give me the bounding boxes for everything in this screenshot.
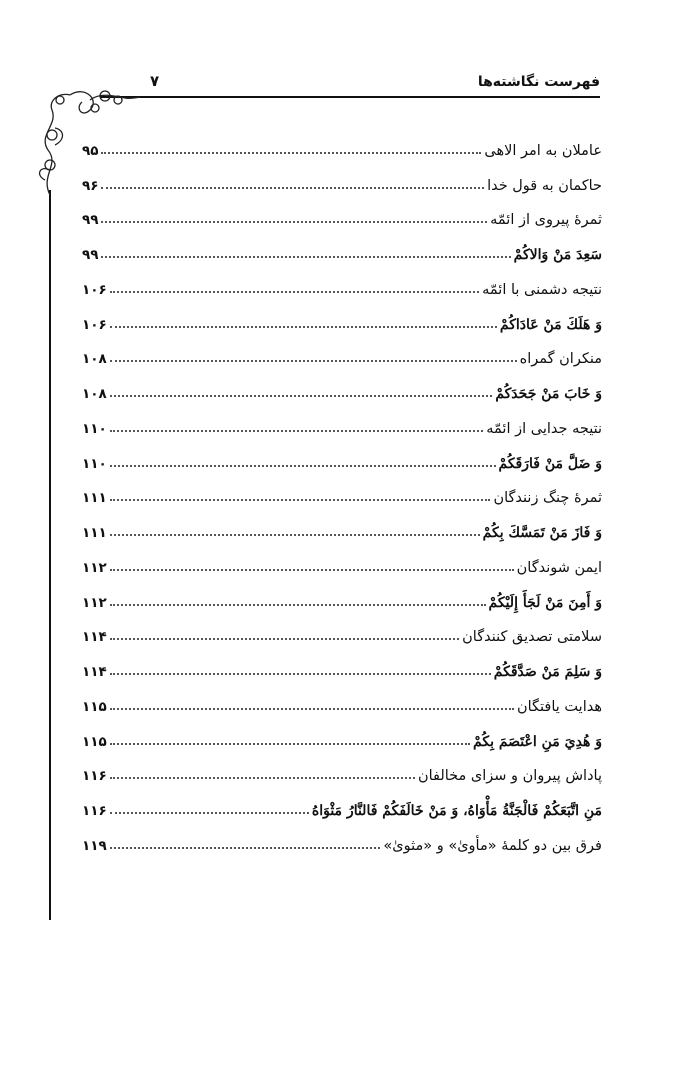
toc-entry[interactable] bbox=[82, 576, 602, 611]
toc-entry-title: ثمرهٔ چنگ زنندگان bbox=[493, 490, 602, 507]
running-title: فهرست نگاشته‌ها bbox=[477, 74, 600, 90]
dot-leader bbox=[110, 360, 517, 362]
dot-leader bbox=[110, 395, 493, 397]
running-header bbox=[100, 70, 600, 98]
dot-leader bbox=[110, 708, 514, 710]
header-rule bbox=[100, 96, 600, 98]
toc-entry[interactable] bbox=[82, 263, 602, 298]
toc-entry-page: ۹۹ bbox=[82, 212, 99, 229]
toc-entry[interactable] bbox=[82, 541, 602, 576]
dot-leader bbox=[110, 534, 480, 536]
toc-entry[interactable] bbox=[82, 819, 602, 854]
page-number: ۷ bbox=[150, 72, 160, 90]
toc-entry[interactable] bbox=[82, 680, 602, 715]
toc-entry[interactable] bbox=[82, 645, 602, 680]
toc-entry[interactable] bbox=[82, 750, 602, 785]
dot-leader bbox=[101, 221, 487, 223]
toc-entry-title: وَ أَمِنَ مَنْ لَجَأَ إِلَيْكُمْ bbox=[488, 594, 602, 611]
toc-entry-page: ۱۰۸ bbox=[82, 386, 107, 402]
toc-entry-page: ۱۱۰ bbox=[82, 420, 107, 437]
toc-entry-title: ثمرهٔ پیروی از ائمّه bbox=[490, 212, 602, 229]
dot-leader bbox=[110, 638, 459, 640]
dot-leader bbox=[110, 326, 497, 328]
toc-entry-title: وَ فَازَ مَنْ تَمَسَّكَ بِكُمْ bbox=[482, 525, 602, 541]
dot-leader bbox=[110, 812, 309, 814]
margin-line bbox=[49, 190, 51, 920]
dot-leader bbox=[101, 152, 481, 154]
toc-entry-page: ۱۱۴ bbox=[82, 664, 107, 680]
dot-leader bbox=[110, 465, 496, 467]
toc-entry[interactable] bbox=[82, 159, 602, 194]
toc-entry-title: مَنِ اتَّبَعَكُمْ فَالْجَنَّةُ مَأْوَاهُ، وَ مَنْ خَالَفَكُمْ فَالنَّارُ مَثْوَاهُ bbox=[311, 803, 602, 819]
toc-entry-page: ۱۱۵ bbox=[82, 698, 107, 715]
toc-entry[interactable] bbox=[82, 784, 602, 819]
toc-entry-title: سَعِدَ مَنْ وَالاکُمْ bbox=[513, 247, 602, 263]
toc-entry-title: نتیجه جدایی از ائمّه bbox=[486, 420, 602, 437]
toc-entry-page: ۱۱۵ bbox=[82, 733, 107, 750]
toc-entry[interactable] bbox=[82, 367, 602, 402]
toc-entry-page: ۱۱۹ bbox=[82, 837, 107, 854]
dot-leader bbox=[101, 187, 484, 189]
toc-entry-title: وَ هَلَكَ مَنْ عَادَاكُمْ bbox=[499, 316, 602, 333]
dot-leader bbox=[110, 604, 486, 606]
toc-entry-title: پاداش پیروان و سزای مخالفان bbox=[417, 768, 602, 785]
dot-leader bbox=[110, 569, 514, 571]
toc-entry[interactable] bbox=[82, 611, 602, 646]
toc-entry-title: هدایت یافتگان bbox=[516, 698, 602, 715]
toc-entry[interactable] bbox=[82, 402, 602, 437]
toc-entry-title: وَ خَابَ مَنْ جَحَدَكُمْ bbox=[495, 386, 602, 402]
toc-entry-title: حاکمان به قول خدا bbox=[487, 177, 602, 194]
toc-entry[interactable] bbox=[82, 506, 602, 541]
dot-leader bbox=[110, 847, 381, 849]
toc-entry-title: منکران گمراه bbox=[519, 351, 602, 368]
toc-entry-page: ۱۱۰ bbox=[82, 455, 107, 472]
toc-entry-page: ۱۱۶ bbox=[82, 768, 107, 785]
toc-entry[interactable] bbox=[82, 437, 602, 472]
toc-entry-page: ۱۰۸ bbox=[82, 351, 107, 368]
toc-entry[interactable] bbox=[82, 715, 602, 750]
toc-entry-title: عاملان به امر الاهی bbox=[484, 142, 602, 159]
toc-entry-title: نتیجه دشمنی با ائمّه bbox=[482, 281, 602, 298]
toc-entry[interactable] bbox=[82, 472, 602, 507]
toc-entry[interactable] bbox=[82, 194, 602, 229]
dot-leader bbox=[110, 777, 415, 779]
toc-entry-page: ۱۱۱ bbox=[82, 525, 107, 541]
toc-entry-page: ۱۰۶ bbox=[82, 281, 107, 298]
toc-entry[interactable] bbox=[82, 124, 602, 159]
dot-leader bbox=[110, 499, 491, 501]
toc-entry[interactable] bbox=[82, 298, 602, 333]
toc-entry-page: ۱۱۱ bbox=[82, 490, 107, 507]
toc-entry-title: وَ سَلِمَ مَنْ صَدَّقَكُمْ bbox=[493, 664, 602, 680]
toc-entry-page: ۱۱۲ bbox=[82, 559, 107, 576]
toc-entry-page: ۱۱۶ bbox=[82, 803, 107, 819]
table-of-contents bbox=[82, 124, 602, 854]
toc-entry-page: ۱۱۲ bbox=[82, 594, 107, 611]
dot-leader bbox=[110, 673, 491, 675]
dot-leader bbox=[110, 430, 484, 432]
toc-entry[interactable] bbox=[82, 228, 602, 263]
toc-entry-title: سلامتی تصدیق کنندگان bbox=[462, 629, 602, 646]
dot-leader bbox=[101, 256, 510, 258]
toc-entry-page: ۱۱۴ bbox=[82, 629, 107, 646]
toc-entry-page: ۹۵ bbox=[82, 142, 99, 159]
toc-entry-page: ۹۶ bbox=[82, 177, 99, 194]
dot-leader bbox=[110, 291, 479, 293]
toc-entry-title: وَ هُدِيَ مَنِ اعْتَصَمَ بِكُمْ bbox=[473, 733, 602, 750]
toc-entry-page: ۹۹ bbox=[82, 247, 99, 263]
toc-entry-title: وَ ضَلَّ مَنْ فَارَقَكُمْ bbox=[498, 455, 602, 472]
toc-entry-title: فرق بین دو کلمهٔ «مأویٰ» و «مثویٰ» bbox=[383, 837, 602, 854]
dot-leader bbox=[110, 743, 470, 745]
toc-entry[interactable] bbox=[82, 333, 602, 368]
toc-entry-page: ۱۰۶ bbox=[82, 316, 107, 333]
toc-entry-title: ایمن شوندگان bbox=[516, 559, 602, 576]
